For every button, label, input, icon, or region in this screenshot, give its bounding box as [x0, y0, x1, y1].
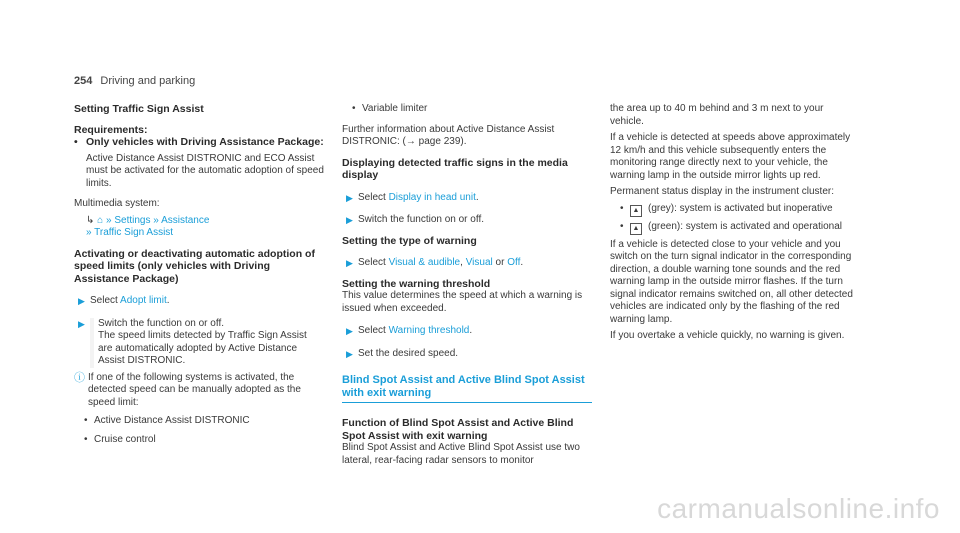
double-chevron-icon: » — [86, 227, 92, 238]
page-number: 254 — [74, 75, 93, 87]
step-adopt-limit: ▶ Select Adopt limit. — [78, 295, 170, 306]
step-arrow-icon: ▶ — [346, 258, 353, 268]
step-switch-function: ▶ Switch the function on or off. The speed limits detected by Traffic Sign Assist are automatically adopted by Active Distance Assist DISTRONIC. — [74, 318, 324, 368]
step-arrow-icon: ▶ — [346, 215, 353, 225]
paragraph: Permanent status display in the instrument cluster: — [610, 186, 834, 197]
step-arrow-icon: ▶ — [78, 318, 85, 329]
paragraph: If you overtake a vehicle quickly, no warning is given. — [610, 330, 845, 341]
nav-traffic-sign-assist[interactable]: Traffic Sign Assist — [94, 227, 174, 238]
double-chevron-icon: » — [106, 214, 112, 226]
nav-assistance[interactable]: Assistance — [161, 214, 210, 226]
chapter-title: Driving and parking — [100, 75, 196, 87]
step-warning-threshold: ▶ Select Warning threshold. — [346, 325, 473, 336]
page-header — [74, 75, 195, 87]
threshold-text: This value determines the speed at which a warning is issued when exceeded. — [342, 290, 583, 314]
link-warning-threshold[interactable]: Warning threshold — [388, 325, 470, 336]
info-note: ⓘ If one of the following systems is activated, the detected speed can be manually adopted as the speed limit: — [74, 371, 301, 408]
blind-spot-warning-icon: ▲ — [630, 205, 642, 217]
requirements-label: Requirements: — [74, 123, 148, 136]
requirement-text: Active Distance Assist DISTRONIC and ECO Assist must be activated for the automatic adoption of speed limits. — [86, 152, 324, 189]
home-icon[interactable]: ⌂ — [97, 214, 104, 226]
list-item-grey: • ▲ (grey): system is activated but inoperative — [610, 203, 860, 217]
step-switch-function: ▶ Switch the function on or off. — [346, 214, 485, 225]
paragraph: If a vehicle is detected at speeds above approximately 12 km/h and this vehicle subsequently enters the monitoring range directly next to your vehicle, the warning lamp in the outside mirror lights up red. — [610, 132, 851, 181]
heading-warning-threshold: Setting the warning threshold — [342, 277, 491, 290]
heading-activating: Activating or deactivating automatic adoption of speed limits (only vehicles with Driving Assistance Package) — [74, 247, 315, 285]
heading-function-blind-spot: Function of Blind Spot Assist and Active Blind Spot Assist with exit warning — [342, 417, 574, 442]
link-visual[interactable]: Visual — [465, 257, 493, 268]
nav-path — [74, 215, 324, 240]
step-arrow-icon: ▶ — [346, 348, 353, 359]
bullet-icon: • — [74, 136, 78, 148]
step-arrow-icon: ▶ — [78, 296, 85, 306]
section-title-blind-spot: Blind Spot Assist and Active Blind Spot Assist with exit warning — [342, 374, 585, 399]
nav-settings[interactable]: Settings — [114, 214, 151, 226]
column-2 — [342, 103, 592, 467]
return-arrow-icon: ↳ — [86, 214, 95, 226]
paragraph: If a vehicle is detected close to your vehicle and you switch on the turn signal indicator in the corresponding direction, a double warning tone sounds and the red warning lamp in the outside mirror flashes. If the turn signal indicator remains switched on, all other detected vehicles are indicated only by the flashing of the red warning lamp. — [610, 238, 853, 325]
step-display-head-unit: ▶ Select Display in head unit. — [346, 191, 479, 203]
double-chevron-icon: » — [153, 214, 159, 226]
list-item: • Active Distance Assist DISTRONIC — [84, 415, 250, 426]
heading-warning-type: Setting the type of warning — [342, 234, 477, 247]
link-off[interactable]: Off — [507, 257, 521, 268]
link-visual-audible[interactable]: Visual & audible — [388, 257, 461, 268]
requirement-item: • Only vehicles with Driving Assistance Package: — [74, 136, 324, 148]
multimedia-label: Multimedia system: — [74, 198, 160, 209]
function-text: Blind Spot Assist and Active Blind Spot Assist use two lateral, rear-facing radar sensors to monitor — [342, 442, 580, 466]
list-item: • Cruise control — [84, 433, 156, 445]
step-select-warning-type: ▶ Select Visual & audible, Visual or Off. — [346, 257, 524, 268]
link-display-in-head-unit[interactable]: Display in head unit — [388, 191, 476, 203]
list-item: • Variable limiter — [352, 103, 428, 114]
further-info: Further information about Active Distance Assist DISTRONIC: (→ page 239). — [342, 123, 555, 147]
column-3 — [610, 103, 860, 343]
link-adopt-limit[interactable]: Adopt limit — [120, 295, 167, 306]
heading-display: Displaying detected traffic signs in the media display — [342, 156, 568, 181]
step-arrow-icon: ▶ — [346, 192, 353, 203]
list-item-green: • ▲ (green): system is activated and operational — [610, 221, 860, 235]
paragraph: the area up to 40 m behind and 3 m next to your vehicle. — [610, 103, 824, 127]
watermark: carmanualsonline.info — [657, 493, 940, 524]
column-1 — [74, 103, 324, 446]
heading-setting-tsa: Setting Traffic Sign Assist — [74, 103, 204, 115]
step-arrow-icon: ▶ — [346, 326, 353, 336]
blind-spot-warning-icon: ▲ — [630, 223, 642, 235]
info-icon: ⓘ — [74, 371, 85, 384]
step-set-speed: ▶ Set the desired speed. — [346, 347, 459, 359]
